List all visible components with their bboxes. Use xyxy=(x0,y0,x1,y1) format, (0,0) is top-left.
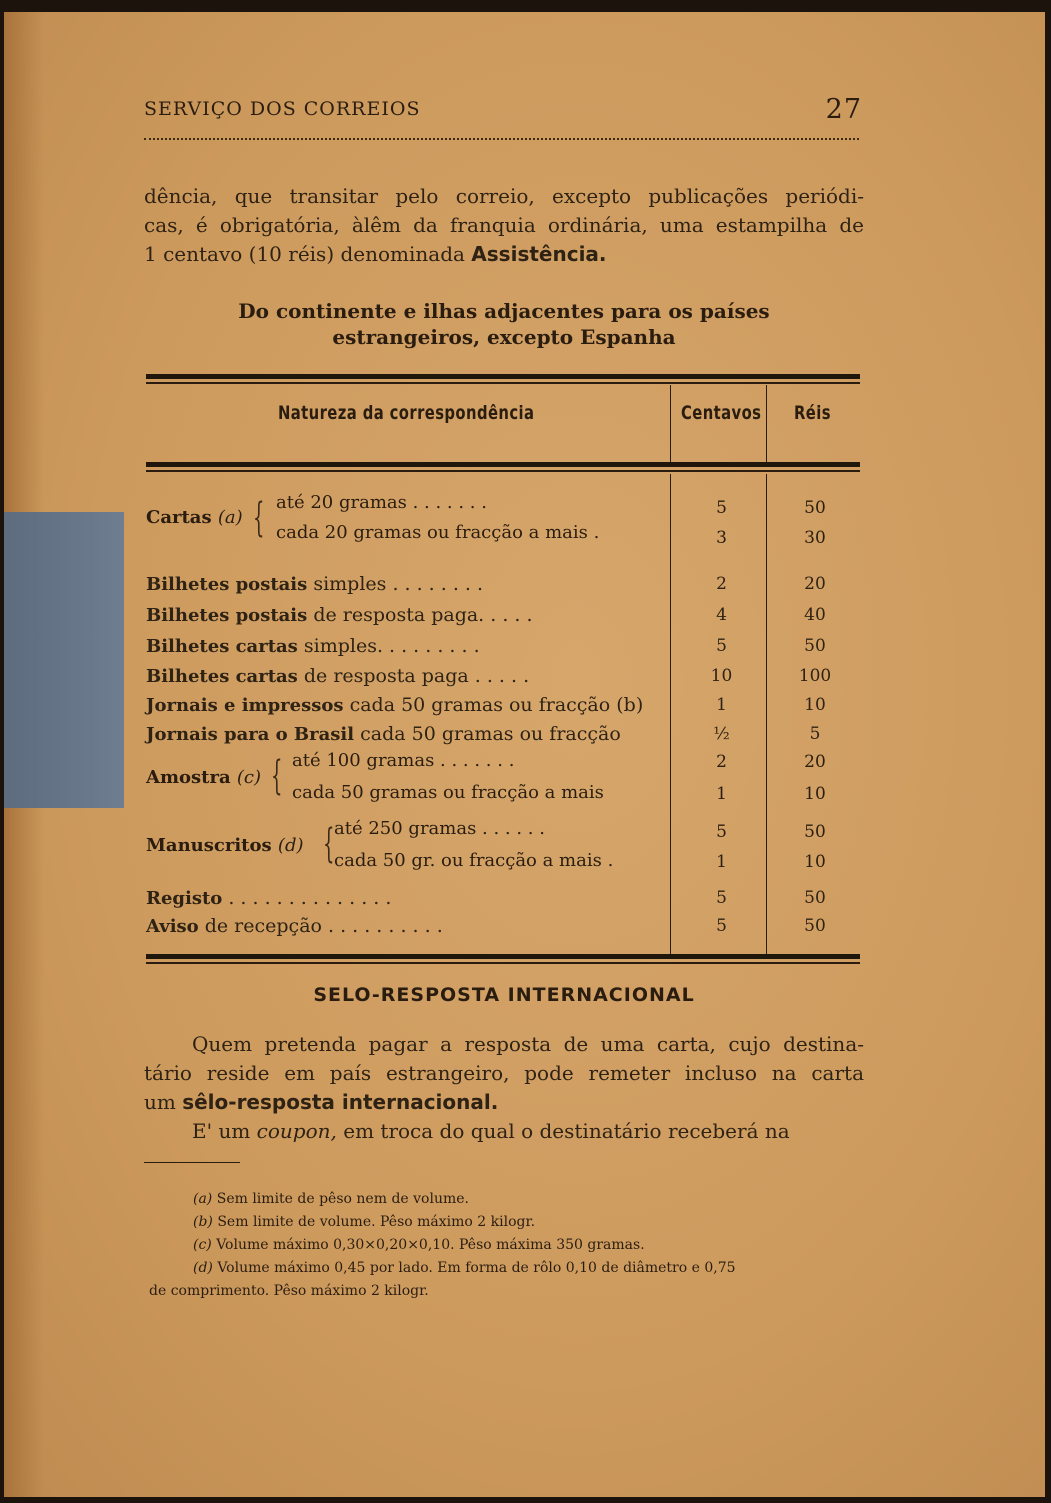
table-row: Registo . . . . . . . . . . . . . . 5 50 xyxy=(146,887,826,909)
table-row-amostra xyxy=(146,750,861,810)
table-row: Bilhetes postais simples . . . . . . . . 2 20 xyxy=(146,573,826,595)
footnote-c: (c) Volume máximo 0,30×0,20×0,10. Pêso máxima 350 gramas. xyxy=(193,1237,645,1253)
table-row-manuscritos xyxy=(146,818,861,878)
row-label: Manuscritos (d) xyxy=(146,835,304,856)
row-sub-2: cada 50 gr. ou fracção a mais . xyxy=(334,850,614,871)
table-header-rule xyxy=(146,462,860,467)
cents-value: 5 xyxy=(716,498,727,518)
intro-line-3: 1 centavo (10 réis) denominada Assistência. xyxy=(144,242,607,266)
row-sub-1: até 250 gramas . . . . . . xyxy=(334,818,545,839)
table-row: Aviso de recepção . . . . . . . . . . 5 50 xyxy=(146,915,826,937)
selo-line-2: tário reside em país estrangeiro, pode remeter incluso na carta xyxy=(144,1061,864,1085)
header-title: SERVIÇO DOS CORREIOS xyxy=(144,98,421,120)
intro-line-2: cas, é obrigatória, àlêm da franquia ordinária, uma estampilha de xyxy=(144,213,864,237)
table-header-rule-thin xyxy=(146,470,860,472)
selo-title: SELO-RESPOSTA INTERNACIONAL xyxy=(313,984,695,1006)
header-reis: Réis xyxy=(794,402,831,424)
reis-value: 30 xyxy=(804,528,826,548)
reis-value: 20 xyxy=(804,752,826,772)
reis-value: 50 xyxy=(804,822,826,842)
selo-line-4: E' um coupon, em troca do qual o destinatário receberá na xyxy=(192,1119,790,1143)
row-sub-2: cada 50 gramas ou fracção a mais xyxy=(292,782,604,803)
reis-value: 10 xyxy=(804,784,826,804)
footnote-a: (a) Sem limite de pêso nem de volume. xyxy=(193,1191,469,1207)
table-bottom-rule-thin xyxy=(146,962,860,964)
cents-value: 5 xyxy=(716,822,727,842)
running-header xyxy=(144,94,864,128)
reis-value: 50 xyxy=(804,498,826,518)
intro-paragraph xyxy=(144,182,864,269)
header-cents: Centavos xyxy=(681,402,762,424)
intro-line-1: dência, que transitar pelo correio, excepto publicações periódi- xyxy=(144,184,864,208)
table-bottom-rule xyxy=(146,954,860,959)
cents-value: 1 xyxy=(716,784,727,804)
section-title-line-2: estrangeiros, excepto Espanha xyxy=(332,325,676,349)
assistencia-term: Assistência. xyxy=(471,242,607,266)
selo-paragraph xyxy=(144,1030,864,1146)
table-top-rule xyxy=(146,374,860,379)
col-divider-1 xyxy=(670,385,671,465)
table-row: Jornais e impressos cada 50 gramas ou fracção (b) 1 10 xyxy=(146,694,826,716)
cents-value: 2 xyxy=(716,752,727,772)
table-row: Jornais para o Brasil cada 50 gramas ou fracção ½ 5 xyxy=(146,723,821,745)
cents-value: 1 xyxy=(716,852,727,872)
row-sub-1: até 20 gramas . . . . . . . xyxy=(276,492,487,513)
cents-value: 3 xyxy=(716,528,727,548)
table-row-cartas xyxy=(146,492,861,552)
footnote-d: (d) Volume máximo 0,45 por lado. Em forma de rôlo 0,10 de diâmetro e 0,75 xyxy=(193,1260,736,1276)
row-label: Cartas (a) xyxy=(146,507,243,528)
footnote-b: (b) Sem limite de volume. Pêso máximo 2 kilogr. xyxy=(193,1214,536,1230)
blue-paper-tab xyxy=(4,512,124,808)
table-row: Bilhetes postais de resposta paga. . . . . 4 40 xyxy=(146,604,826,626)
book-page xyxy=(4,12,1045,1497)
page-number: 27 xyxy=(825,94,862,125)
footnote-d-cont: de comprimento. Pêso máximo 2 kilogr. xyxy=(149,1283,429,1299)
selo-line-3: um sêlo-resposta internacional. xyxy=(144,1090,499,1114)
table-row: Bilhetes cartas simples. . . . . . . . . 5 50 xyxy=(146,635,826,657)
table-row: Bilhetes cartas de resposta paga . . . . . 10 100 xyxy=(146,665,832,687)
selo-line-1: Quem pretenda pagar a resposta de uma carta, cujo destina- xyxy=(192,1032,864,1056)
reis-value: 10 xyxy=(804,852,826,872)
col-divider-2 xyxy=(766,385,767,465)
table-top-rule-thin xyxy=(146,382,860,384)
brace-icon: { xyxy=(252,495,265,541)
brace-icon: { xyxy=(322,821,335,867)
section-title-line-1: Do continente e ilhas adjacentes para os países xyxy=(238,299,770,323)
brace-icon: { xyxy=(270,753,283,799)
header-dotted-rule xyxy=(144,138,859,140)
row-sub-1: até 100 gramas . . . . . . . xyxy=(292,750,515,771)
header-nature: Natureza da correspondência xyxy=(278,402,535,424)
row-sub-2: cada 20 gramas ou fracção a mais . xyxy=(276,522,600,543)
footnote-separator xyxy=(144,1162,240,1163)
row-label: Amostra (c) xyxy=(146,767,262,788)
selo-term: sêlo-resposta internacional. xyxy=(182,1090,499,1114)
